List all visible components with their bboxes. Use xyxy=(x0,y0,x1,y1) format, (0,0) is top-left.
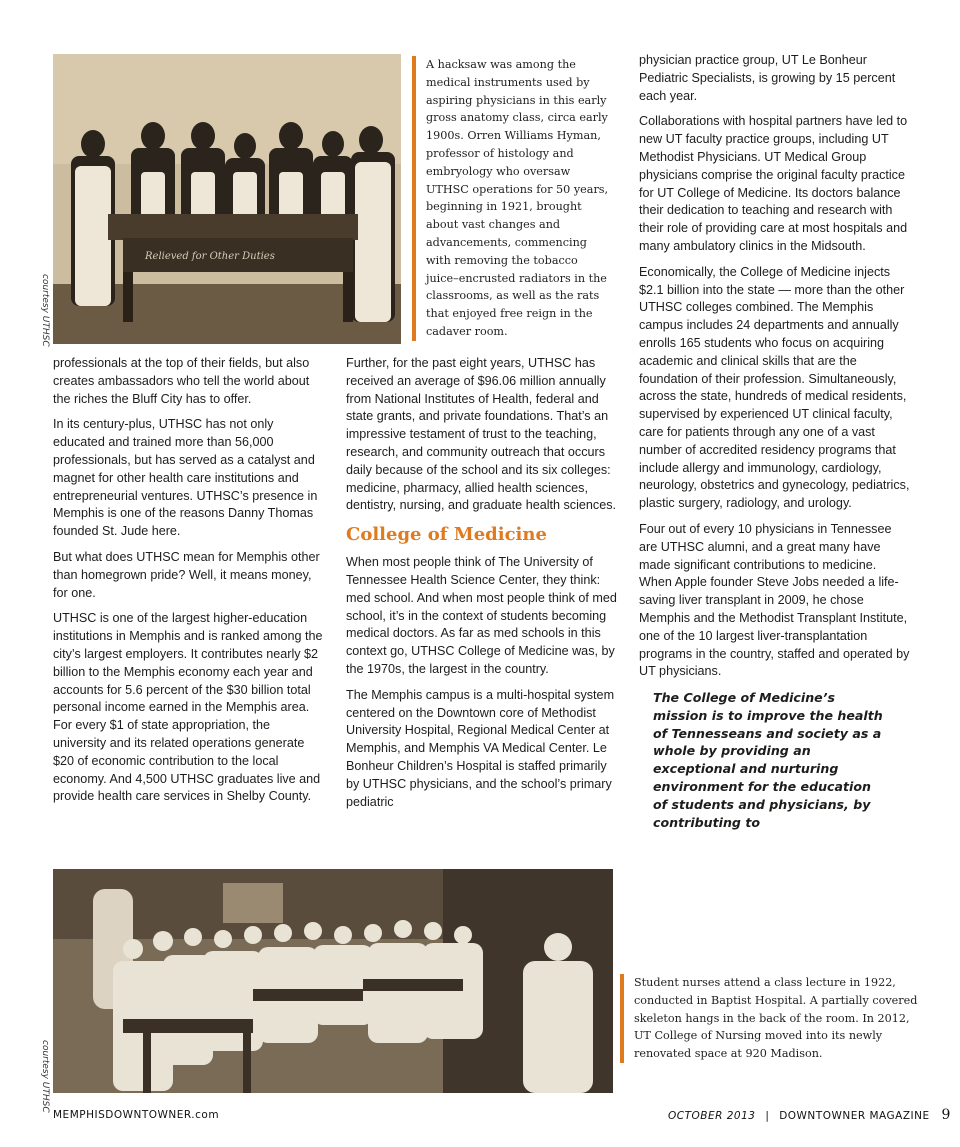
column-3 xyxy=(639,52,911,831)
footer-separator: | xyxy=(765,1110,770,1122)
paragraph: UTHSC is one of the largest higher-education institutions in Memphis and is ranked among the city’s largest employers. It contributes nearly $2 billion to the Memphis economy each year and accounts for 5.6 percent of the $30 billion total personal income earned in the Memphis area. For every $1 of state appropriation, the university and its related operations generate $20 of economic contribution to the local economy. And 4,500 UTHSC graduates live and provide health care services in Shelby County. xyxy=(53,611,323,804)
anatomy-class-photo xyxy=(53,54,401,344)
column-2 xyxy=(346,355,618,811)
column-1 xyxy=(53,355,325,806)
caption-nursing-photo xyxy=(620,974,926,1063)
photo-credit-bottom: courtesy UTHSC xyxy=(40,1040,50,1113)
paragraph: Economically, the College of Medicine injects $2.1 billion into the state — more than the other UTHSC colleges combined. The Memphis campus includes 24 departments and annually enrolls 165 students who focus on acquiring academic and clinical skills that are the foundation of their profession. Simultaneously, across the state, hundreds of medical residents, supervised by experienced UT clinical faculty, care for patients through any one of a vast number of accredited residency programs that include allergy and immunology, cardiology, neurology, obstetrics and gynecology, pediatrics, plastic surgery, radiology, and urology. xyxy=(639,264,910,511)
paragraph: When most people think of The University of Tennessee Health Science Center, they think: med school. And when most people think of med school, it’s in the context of students becoming medical doctors. As far as med schools in this context go, UTHSC College of Medicine was, by the 1970s, the largest in the country. xyxy=(346,555,617,676)
paragraph: Collaborations with hospital partners have led to new UT faculty practice groups, including UT Methodist Physicians. UT Medical Group physicians comprise the original faculty practice for UT College of Medicine. Its doctors balance their dedication to teaching and research with their role of providing care at most hospitals and many ambulatory clinics in the Midsouth. xyxy=(639,114,908,253)
nursing-class-photo xyxy=(53,869,613,1093)
footer-site-link[interactable]: MEMPHISDOWNTOWNER.com xyxy=(53,1109,220,1121)
footer-issue xyxy=(668,1107,951,1123)
footer-issue-date: OCTOBER 2013 xyxy=(668,1110,756,1122)
section-heading: College of Medicine xyxy=(346,524,547,546)
paragraph: The Memphis campus is a multi-hospital system centered on the Downtown core of Methodist University Hospital, Regional Medical Center at Memphis, and Memphis VA Medical Center. Le Bonheur Children’s Hospital is staffed primarily by UTHSC physicians, and the school’s primary pediatric xyxy=(346,687,615,809)
table-inscription: Relieved for Other Duties xyxy=(145,251,275,262)
caption-text: A hacksaw was among the medical instruments used by aspiring physicians in this early gross anatomy class, circa early 1900s. Orren Williams Hyman, professor of histology and embryology who oversaw UTHSC operations for 50 years, beginning in 1921, brought about vast changes and advancements, commencing with removing the tobacco juice–encrusted radiators in the classrooms, as well as the rats that enjoyed free reign in the cadaver room. xyxy=(426,58,609,338)
paragraph: physician practice group, UT Le Bonheur Pediatric Specialists, is growing by 15 percent each year. xyxy=(639,53,896,103)
photo-credit-top: courtesy UTHSC xyxy=(40,274,50,347)
footer-magazine-name: DOWNTOWNER MAGAZINE xyxy=(779,1110,930,1122)
page-number: 9 xyxy=(941,1107,951,1123)
paragraph: Four out of every 10 physicians in Tennessee are UTHSC alumni, and a great many have made significant contributions to medicine. When Apple founder Steve Jobs needed a life-saving liver transplant in 2009, he chose Memphis and the Methodist Transplant Institute, one of the 10 largest liver-transplantation programs in the country, staffed and operated by UT physicians. xyxy=(639,521,910,679)
pull-quote: The College of Medicine’s mission is to improve the health of Tennesseans and society as a whole by providing an exceptional and nurturing environment for the education of students and physicians, by contributing to xyxy=(653,690,883,830)
caption-text: Student nurses attend a class lecture in 1922, conducted in Baptist Hospital. A partially covered skeleton hangs in the back of the room. In 2012, UT College of Nursing moved into its newly renovated space at 920 Madison. xyxy=(634,976,918,1061)
paragraph: In its century-plus, UTHSC has not only educated and trained more than 56,000 professionals, but has served as a catalyst and magnet for other health care institutions and entrepreneurial ventures. UTHSC’s presence in Memphis is one of the reasons Danny Thomas founded St. Jude here. xyxy=(53,417,318,539)
paragraph: Further, for the past eight years, UTHSC has received an average of $96.06 million annually from National Institutes of Health, federal and state grants, and private foundations. That’s an impressive testament of trust to the teaching, research, and community outreach that occurs daily because of the school and its six colleges: medicine, pharmacy, allied health sciences, dentistry, nursing, and graduate health sciences. xyxy=(346,356,616,513)
paragraph: professionals at the top of their fields, but also creates ambassadors who tell the world about the riches the Bluff City has to offer. xyxy=(53,356,310,406)
caption-anatomy-photo xyxy=(412,56,614,341)
paragraph: But what does UTHSC mean for Memphis other than homegrown pride? Well, it means money, for one. xyxy=(53,549,320,600)
